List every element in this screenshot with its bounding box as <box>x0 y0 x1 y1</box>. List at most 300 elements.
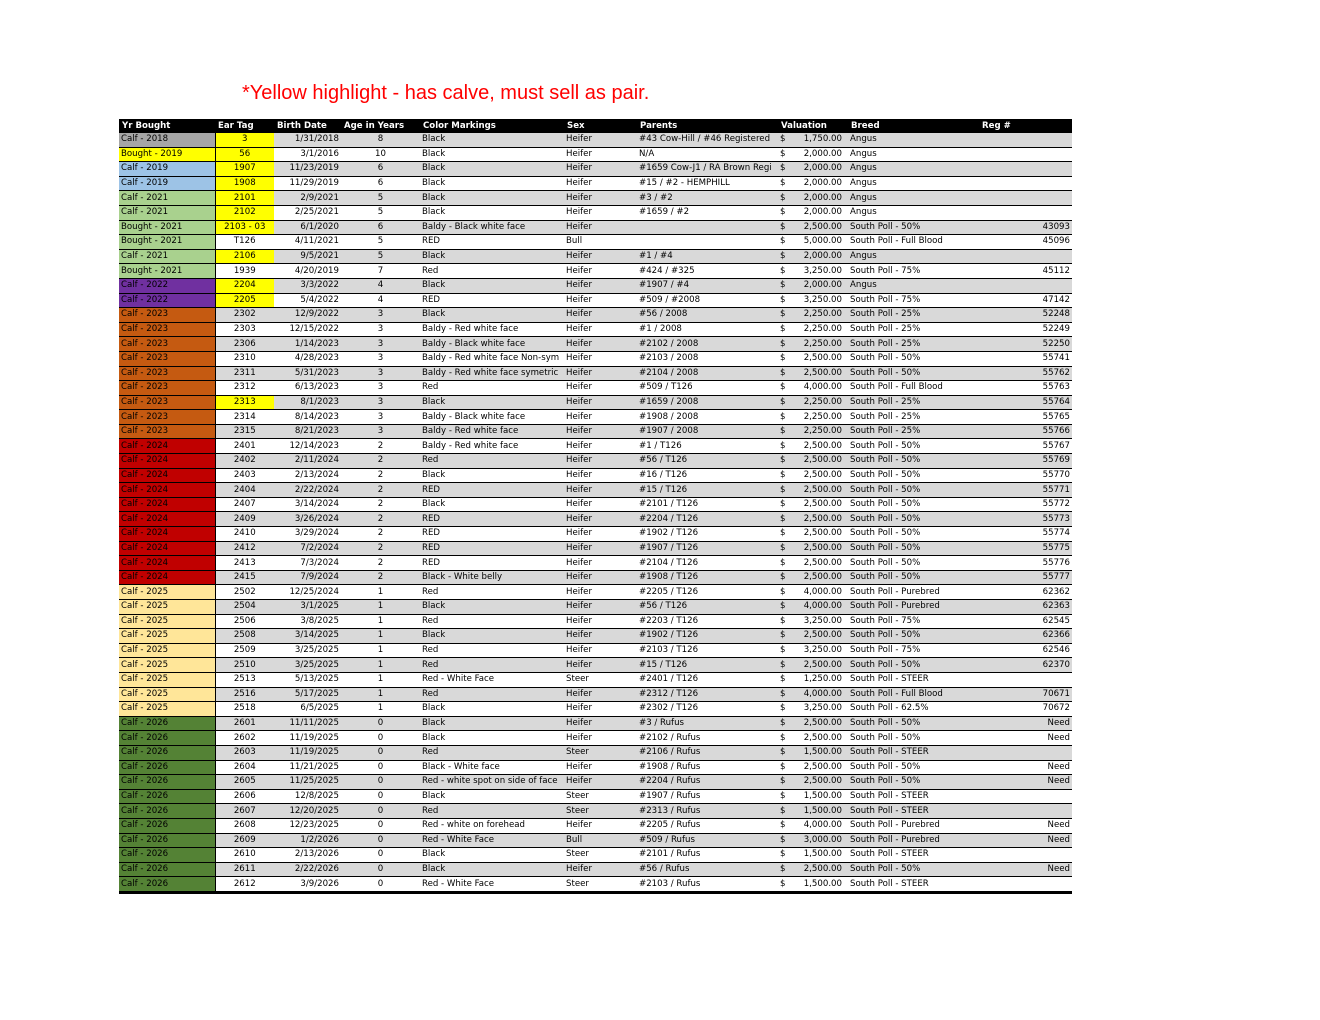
reg-number-cell[interactable]: 45096 <box>979 235 1072 250</box>
ear-tag-cell[interactable]: 2413 <box>215 556 274 571</box>
reg-number-cell[interactable] <box>979 877 1072 893</box>
age-cell[interactable]: 1 <box>341 672 420 687</box>
parents-cell[interactable]: #2103 / T126 <box>637 643 778 658</box>
ear-tag-cell[interactable]: 2502 <box>215 585 274 600</box>
sex-cell[interactable]: Steer <box>564 789 637 804</box>
sex-cell[interactable]: Heifer <box>564 731 637 746</box>
parents-cell[interactable]: #1907 / #4 <box>637 278 778 293</box>
ear-tag-cell[interactable]: 2607 <box>215 804 274 819</box>
yr-bought-cell[interactable]: Bought - 2021 <box>119 220 215 235</box>
color-markings-cell[interactable]: Red <box>420 658 564 673</box>
parents-cell[interactable]: #1907 / 2008 <box>637 424 778 439</box>
age-cell[interactable]: 0 <box>341 848 420 863</box>
breed-cell[interactable]: South Poll - Purebred <box>848 833 979 848</box>
reg-number-cell[interactable]: 62366 <box>979 629 1072 644</box>
col-header-color-markings[interactable]: Color Markings <box>420 119 564 133</box>
yr-bought-cell[interactable]: Calf - 2025 <box>119 614 215 629</box>
birth-date-cell[interactable]: 8/21/2023 <box>274 424 341 439</box>
breed-cell[interactable]: South Poll - 50% <box>848 527 979 542</box>
yr-bought-cell[interactable]: Calf - 2025 <box>119 600 215 615</box>
table-row[interactable] <box>119 585 1072 600</box>
sex-cell[interactable]: Heifer <box>564 483 637 498</box>
birth-date-cell[interactable]: 4/11/2021 <box>274 235 341 250</box>
valuation-cell[interactable] <box>778 162 848 177</box>
yr-bought-cell[interactable]: Calf - 2021 <box>119 191 215 206</box>
ear-tag-cell[interactable]: 56 <box>215 147 274 162</box>
color-markings-cell[interactable]: Black <box>420 162 564 177</box>
valuation-cell[interactable] <box>778 658 848 673</box>
table-row[interactable] <box>119 527 1072 542</box>
valuation-cell[interactable] <box>778 133 848 147</box>
breed-cell[interactable]: Angus <box>848 147 979 162</box>
birth-date-cell[interactable]: 12/15/2022 <box>274 322 341 337</box>
table-row[interactable] <box>119 439 1072 454</box>
age-cell[interactable]: 2 <box>341 439 420 454</box>
parents-cell[interactable]: #2401 / T126 <box>637 672 778 687</box>
age-cell[interactable]: 0 <box>341 716 420 731</box>
color-markings-cell[interactable]: RED <box>420 512 564 527</box>
ear-tag-cell[interactable]: 2612 <box>215 877 274 893</box>
reg-number-cell[interactable]: 52249 <box>979 322 1072 337</box>
breed-cell[interactable]: South Poll - STEER <box>848 745 979 760</box>
breed-cell[interactable]: South Poll - Full Blood <box>848 687 979 702</box>
sex-cell[interactable]: Heifer <box>564 570 637 585</box>
ear-tag-cell[interactable]: 2611 <box>215 862 274 877</box>
col-header-age[interactable]: Age in Years <box>341 119 420 133</box>
breed-cell[interactable]: South Poll - 25% <box>848 424 979 439</box>
valuation-cell[interactable] <box>778 833 848 848</box>
age-cell[interactable]: 2 <box>341 497 420 512</box>
sex-cell[interactable]: Heifer <box>564 351 637 366</box>
parents-cell[interactable]: #2205 / T126 <box>637 585 778 600</box>
table-row[interactable] <box>119 133 1072 147</box>
color-markings-cell[interactable]: Black <box>420 278 564 293</box>
birth-date-cell[interactable]: 12/23/2025 <box>274 818 341 833</box>
birth-date-cell[interactable]: 3/8/2025 <box>274 614 341 629</box>
parents-cell[interactable]: #2204 / Rufus <box>637 775 778 790</box>
color-markings-cell[interactable]: Black <box>420 629 564 644</box>
ear-tag-cell[interactable]: 2303 <box>215 322 274 337</box>
yr-bought-cell[interactable]: Calf - 2023 <box>119 351 215 366</box>
valuation-cell[interactable] <box>778 570 848 585</box>
breed-cell[interactable]: Angus <box>848 205 979 220</box>
color-markings-cell[interactable]: Baldy - Red white face <box>420 322 564 337</box>
color-markings-cell[interactable]: Black - White face <box>420 760 564 775</box>
breed-cell[interactable]: South Poll - STEER <box>848 789 979 804</box>
parents-cell[interactable]: #2106 / Rufus <box>637 745 778 760</box>
reg-number-cell[interactable]: 55764 <box>979 395 1072 410</box>
table-row[interactable] <box>119 570 1072 585</box>
yr-bought-cell[interactable]: Calf - 2026 <box>119 789 215 804</box>
valuation-cell[interactable] <box>778 512 848 527</box>
valuation-cell[interactable] <box>778 848 848 863</box>
yr-bought-cell[interactable]: Bought - 2019 <box>119 147 215 162</box>
parents-cell[interactable]: #1 / #4 <box>637 249 778 264</box>
sex-cell[interactable]: Heifer <box>564 687 637 702</box>
sex-cell[interactable]: Heifer <box>564 716 637 731</box>
age-cell[interactable]: 4 <box>341 278 420 293</box>
ear-tag-cell[interactable]: 2314 <box>215 410 274 425</box>
sex-cell[interactable]: Heifer <box>564 205 637 220</box>
reg-number-cell[interactable]: 55775 <box>979 541 1072 556</box>
breed-cell[interactable]: South Poll - 25% <box>848 308 979 323</box>
birth-date-cell[interactable]: 2/22/2024 <box>274 483 341 498</box>
reg-number-cell[interactable]: Need <box>979 716 1072 731</box>
reg-number-cell[interactable]: Need <box>979 760 1072 775</box>
table-row[interactable] <box>119 205 1072 220</box>
birth-date-cell[interactable]: 1/2/2026 <box>274 833 341 848</box>
yr-bought-cell[interactable]: Calf - 2023 <box>119 322 215 337</box>
breed-cell[interactable]: South Poll - 25% <box>848 410 979 425</box>
ear-tag-cell[interactable]: 2401 <box>215 439 274 454</box>
color-markings-cell[interactable]: RED <box>420 556 564 571</box>
age-cell[interactable]: 2 <box>341 512 420 527</box>
age-cell[interactable]: 0 <box>341 833 420 848</box>
ear-tag-cell[interactable]: 2509 <box>215 643 274 658</box>
breed-cell[interactable]: Angus <box>848 162 979 177</box>
color-markings-cell[interactable]: Black <box>420 133 564 147</box>
breed-cell[interactable]: South Poll - STEER <box>848 877 979 893</box>
ear-tag-cell[interactable]: 2601 <box>215 716 274 731</box>
yr-bought-cell[interactable]: Calf - 2026 <box>119 775 215 790</box>
sex-cell[interactable]: Heifer <box>564 191 637 206</box>
col-header-reg[interactable]: Reg # <box>979 119 1072 133</box>
age-cell[interactable]: 2 <box>341 541 420 556</box>
reg-number-cell[interactable]: 52248 <box>979 308 1072 323</box>
valuation-cell[interactable] <box>778 600 848 615</box>
color-markings-cell[interactable]: Baldy - Red white face <box>420 439 564 454</box>
color-markings-cell[interactable]: Black <box>420 497 564 512</box>
yr-bought-cell[interactable]: Calf - 2023 <box>119 395 215 410</box>
birth-date-cell[interactable]: 11/23/2019 <box>274 162 341 177</box>
reg-number-cell[interactable]: 55767 <box>979 439 1072 454</box>
birth-date-cell[interactable]: 12/25/2024 <box>274 585 341 600</box>
reg-number-cell[interactable] <box>979 205 1072 220</box>
valuation-cell[interactable] <box>778 702 848 717</box>
color-markings-cell[interactable]: RED <box>420 293 564 308</box>
age-cell[interactable]: 0 <box>341 731 420 746</box>
parents-cell[interactable]: #56 / 2008 <box>637 308 778 323</box>
reg-number-cell[interactable]: 70671 <box>979 687 1072 702</box>
valuation-cell[interactable] <box>778 264 848 279</box>
birth-date-cell[interactable]: 11/29/2019 <box>274 176 341 191</box>
reg-number-cell[interactable] <box>979 848 1072 863</box>
age-cell[interactable]: 2 <box>341 454 420 469</box>
sex-cell[interactable]: Heifer <box>564 322 637 337</box>
valuation-cell[interactable] <box>778 176 848 191</box>
valuation-cell[interactable] <box>778 862 848 877</box>
valuation-cell[interactable] <box>778 804 848 819</box>
table-row[interactable] <box>119 862 1072 877</box>
reg-number-cell[interactable] <box>979 176 1072 191</box>
ear-tag-cell[interactable]: 2310 <box>215 351 274 366</box>
color-markings-cell[interactable]: Red - white spot on side of face <box>420 775 564 790</box>
breed-cell[interactable]: Angus <box>848 176 979 191</box>
table-row[interactable] <box>119 541 1072 556</box>
ear-tag-cell[interactable]: 2605 <box>215 775 274 790</box>
breed-cell[interactable]: South Poll - 75% <box>848 614 979 629</box>
yr-bought-cell[interactable]: Calf - 2025 <box>119 702 215 717</box>
reg-number-cell[interactable]: Need <box>979 862 1072 877</box>
sex-cell[interactable]: Heifer <box>564 585 637 600</box>
yr-bought-cell[interactable]: Calf - 2023 <box>119 410 215 425</box>
valuation-cell[interactable] <box>778 220 848 235</box>
sex-cell[interactable]: Bull <box>564 235 637 250</box>
yr-bought-cell[interactable]: Calf - 2025 <box>119 687 215 702</box>
table-row[interactable] <box>119 162 1072 177</box>
birth-date-cell[interactable]: 7/3/2024 <box>274 556 341 571</box>
ear-tag-cell[interactable]: 2403 <box>215 468 274 483</box>
parents-cell[interactable]: #1907 / Rufus <box>637 789 778 804</box>
birth-date-cell[interactable]: 12/20/2025 <box>274 804 341 819</box>
parents-cell[interactable]: #1 / 2008 <box>637 322 778 337</box>
reg-number-cell[interactable]: 47142 <box>979 293 1072 308</box>
reg-number-cell[interactable] <box>979 672 1072 687</box>
valuation-cell[interactable] <box>778 585 848 600</box>
birth-date-cell[interactable]: 7/2/2024 <box>274 541 341 556</box>
parents-cell[interactable]: #509 / #2008 <box>637 293 778 308</box>
yr-bought-cell[interactable]: Calf - 2021 <box>119 249 215 264</box>
color-markings-cell[interactable]: Black <box>420 176 564 191</box>
sex-cell[interactable]: Heifer <box>564 162 637 177</box>
color-markings-cell[interactable]: Red - White Face <box>420 833 564 848</box>
table-row[interactable] <box>119 789 1072 804</box>
breed-cell[interactable]: South Poll - 50% <box>848 570 979 585</box>
birth-date-cell[interactable]: 6/13/2023 <box>274 381 341 396</box>
age-cell[interactable]: 1 <box>341 585 420 600</box>
breed-cell[interactable]: South Poll - STEER <box>848 848 979 863</box>
sex-cell[interactable]: Heifer <box>564 337 637 352</box>
birth-date-cell[interactable]: 2/11/2024 <box>274 454 341 469</box>
birth-date-cell[interactable]: 3/25/2025 <box>274 643 341 658</box>
valuation-cell[interactable] <box>778 556 848 571</box>
birth-date-cell[interactable]: 11/19/2025 <box>274 745 341 760</box>
breed-cell[interactable]: South Poll - 50% <box>848 220 979 235</box>
age-cell[interactable]: 1 <box>341 702 420 717</box>
sex-cell[interactable]: Heifer <box>564 264 637 279</box>
sex-cell[interactable]: Heifer <box>564 278 637 293</box>
birth-date-cell[interactable]: 1/14/2023 <box>274 337 341 352</box>
age-cell[interactable]: 3 <box>341 351 420 366</box>
parents-cell[interactable]: #2205 / Rufus <box>637 818 778 833</box>
yr-bought-cell[interactable]: Calf - 2026 <box>119 833 215 848</box>
table-row[interactable] <box>119 278 1072 293</box>
parents-cell[interactable]: #2103 / Rufus <box>637 877 778 893</box>
parents-cell[interactable]: #2101 / Rufus <box>637 848 778 863</box>
breed-cell[interactable]: South Poll - 50% <box>848 731 979 746</box>
sex-cell[interactable]: Heifer <box>564 818 637 833</box>
ear-tag-cell[interactable]: 2506 <box>215 614 274 629</box>
ear-tag-cell[interactable]: 2415 <box>215 570 274 585</box>
color-markings-cell[interactable]: RED <box>420 541 564 556</box>
yr-bought-cell[interactable]: Calf - 2026 <box>119 760 215 775</box>
ear-tag-cell[interactable]: 1939 <box>215 264 274 279</box>
color-markings-cell[interactable]: Black <box>420 205 564 220</box>
valuation-cell[interactable] <box>778 789 848 804</box>
age-cell[interactable]: 5 <box>341 235 420 250</box>
valuation-cell[interactable] <box>778 293 848 308</box>
reg-number-cell[interactable]: 45112 <box>979 264 1072 279</box>
birth-date-cell[interactable]: 11/21/2025 <box>274 760 341 775</box>
ear-tag-cell[interactable]: 2609 <box>215 833 274 848</box>
table-row[interactable] <box>119 249 1072 264</box>
valuation-cell[interactable] <box>778 366 848 381</box>
table-row[interactable] <box>119 600 1072 615</box>
sex-cell[interactable]: Heifer <box>564 658 637 673</box>
table-row[interactable] <box>119 308 1072 323</box>
reg-number-cell[interactable] <box>979 278 1072 293</box>
table-row[interactable] <box>119 848 1072 863</box>
age-cell[interactable]: 2 <box>341 570 420 585</box>
table-row[interactable] <box>119 775 1072 790</box>
table-row[interactable] <box>119 672 1072 687</box>
table-row[interactable] <box>119 395 1072 410</box>
yr-bought-cell[interactable]: Calf - 2021 <box>119 205 215 220</box>
breed-cell[interactable]: South Poll - 50% <box>848 366 979 381</box>
color-markings-cell[interactable]: Red <box>420 454 564 469</box>
parents-cell[interactable]: #2203 / T126 <box>637 614 778 629</box>
birth-date-cell[interactable]: 5/13/2025 <box>274 672 341 687</box>
age-cell[interactable]: 1 <box>341 614 420 629</box>
birth-date-cell[interactable]: 2/13/2024 <box>274 468 341 483</box>
reg-number-cell[interactable]: Need <box>979 833 1072 848</box>
age-cell[interactable]: 10 <box>341 147 420 162</box>
breed-cell[interactable]: South Poll - 50% <box>848 760 979 775</box>
color-markings-cell[interactable]: Black <box>420 789 564 804</box>
birth-date-cell[interactable]: 3/14/2025 <box>274 629 341 644</box>
age-cell[interactable]: 3 <box>341 366 420 381</box>
age-cell[interactable]: 0 <box>341 745 420 760</box>
valuation-cell[interactable] <box>778 629 848 644</box>
yr-bought-cell[interactable]: Calf - 2024 <box>119 570 215 585</box>
breed-cell[interactable]: South Poll - 25% <box>848 395 979 410</box>
valuation-cell[interactable] <box>778 643 848 658</box>
color-markings-cell[interactable]: Red <box>420 643 564 658</box>
parents-cell[interactable]: #15 / #2 - HEMPHILL <box>637 176 778 191</box>
col-header-breed[interactable]: Breed <box>848 119 979 133</box>
parents-cell[interactable]: #424 / #325 <box>637 264 778 279</box>
ear-tag-cell[interactable]: 2606 <box>215 789 274 804</box>
color-markings-cell[interactable]: Red <box>420 585 564 600</box>
sex-cell[interactable]: Heifer <box>564 424 637 439</box>
yr-bought-cell[interactable]: Bought - 2021 <box>119 235 215 250</box>
table-row[interactable] <box>119 658 1072 673</box>
table-row[interactable] <box>119 512 1072 527</box>
birth-date-cell[interactable]: 12/14/2023 <box>274 439 341 454</box>
ear-tag-cell[interactable]: 2410 <box>215 527 274 542</box>
ear-tag-cell[interactable]: 2508 <box>215 629 274 644</box>
yr-bought-cell[interactable]: Calf - 2022 <box>119 278 215 293</box>
age-cell[interactable]: 8 <box>341 133 420 147</box>
reg-number-cell[interactable]: 43093 <box>979 220 1072 235</box>
valuation-cell[interactable] <box>778 468 848 483</box>
birth-date-cell[interactable]: 11/25/2025 <box>274 775 341 790</box>
sex-cell[interactable]: Heifer <box>564 556 637 571</box>
sex-cell[interactable]: Heifer <box>564 454 637 469</box>
color-markings-cell[interactable]: Baldy - Black white face <box>420 337 564 352</box>
ear-tag-cell[interactable]: 2402 <box>215 454 274 469</box>
valuation-cell[interactable] <box>778 278 848 293</box>
table-row[interactable] <box>119 804 1072 819</box>
birth-date-cell[interactable]: 4/28/2023 <box>274 351 341 366</box>
parents-cell[interactable]: #15 / T126 <box>637 658 778 673</box>
ear-tag-cell[interactable]: 2205 <box>215 293 274 308</box>
birth-date-cell[interactable]: 2/13/2026 <box>274 848 341 863</box>
yr-bought-cell[interactable]: Calf - 2026 <box>119 848 215 863</box>
valuation-cell[interactable] <box>778 381 848 396</box>
age-cell[interactable]: 1 <box>341 643 420 658</box>
sex-cell[interactable]: Heifer <box>564 133 637 147</box>
table-row[interactable] <box>119 745 1072 760</box>
sex-cell[interactable]: Heifer <box>564 410 637 425</box>
color-markings-cell[interactable]: Black <box>420 862 564 877</box>
age-cell[interactable]: 3 <box>341 322 420 337</box>
table-row[interactable] <box>119 877 1072 893</box>
parents-cell[interactable]: #1 / T126 <box>637 439 778 454</box>
sex-cell[interactable]: Heifer <box>564 220 637 235</box>
ear-tag-cell[interactable]: 2516 <box>215 687 274 702</box>
table-row[interactable] <box>119 424 1072 439</box>
breed-cell[interactable]: Angus <box>848 249 979 264</box>
valuation-cell[interactable] <box>778 147 848 162</box>
breed-cell[interactable]: South Poll - 50% <box>848 454 979 469</box>
table-row[interactable] <box>119 264 1072 279</box>
birth-date-cell[interactable]: 3/9/2026 <box>274 877 341 893</box>
color-markings-cell[interactable]: Red - White Face <box>420 672 564 687</box>
sex-cell[interactable]: Heifer <box>564 293 637 308</box>
valuation-cell[interactable] <box>778 687 848 702</box>
parents-cell[interactable]: #2312 / T126 <box>637 687 778 702</box>
table-row[interactable] <box>119 760 1072 775</box>
color-markings-cell[interactable]: Black <box>420 249 564 264</box>
ear-tag-cell[interactable]: 2412 <box>215 541 274 556</box>
reg-number-cell[interactable]: 55777 <box>979 570 1072 585</box>
table-row[interactable] <box>119 191 1072 206</box>
table-row[interactable] <box>119 381 1072 396</box>
table-row[interactable] <box>119 614 1072 629</box>
age-cell[interactable]: 3 <box>341 381 420 396</box>
parents-cell[interactable]: #2302 / T126 <box>637 702 778 717</box>
sex-cell[interactable]: Heifer <box>564 147 637 162</box>
sex-cell[interactable]: Heifer <box>564 395 637 410</box>
sex-cell[interactable]: Steer <box>564 848 637 863</box>
yr-bought-cell[interactable]: Calf - 2024 <box>119 483 215 498</box>
parents-cell[interactable]: #1659 / #2 <box>637 205 778 220</box>
reg-number-cell[interactable]: Need <box>979 818 1072 833</box>
ear-tag-cell[interactable]: 2610 <box>215 848 274 863</box>
reg-number-cell[interactable]: 62546 <box>979 643 1072 658</box>
age-cell[interactable]: 6 <box>341 220 420 235</box>
parents-cell[interactable]: #509 / T126 <box>637 381 778 396</box>
yr-bought-cell[interactable]: Calf - 2026 <box>119 877 215 893</box>
age-cell[interactable]: 3 <box>341 410 420 425</box>
table-row[interactable] <box>119 497 1072 512</box>
yr-bought-cell[interactable]: Calf - 2024 <box>119 454 215 469</box>
age-cell[interactable]: 0 <box>341 862 420 877</box>
valuation-cell[interactable] <box>778 249 848 264</box>
reg-number-cell[interactable]: 62545 <box>979 614 1072 629</box>
parents-cell[interactable]: #2102 / Rufus <box>637 731 778 746</box>
sex-cell[interactable]: Heifer <box>564 249 637 264</box>
sex-cell[interactable]: Bull <box>564 833 637 848</box>
age-cell[interactable]: 1 <box>341 687 420 702</box>
sex-cell[interactable]: Heifer <box>564 629 637 644</box>
ear-tag-cell[interactable]: 2608 <box>215 818 274 833</box>
valuation-cell[interactable] <box>778 760 848 775</box>
color-markings-cell[interactable]: Baldy - Black white face <box>420 410 564 425</box>
color-markings-cell[interactable]: Red <box>420 264 564 279</box>
sex-cell[interactable]: Heifer <box>564 862 637 877</box>
